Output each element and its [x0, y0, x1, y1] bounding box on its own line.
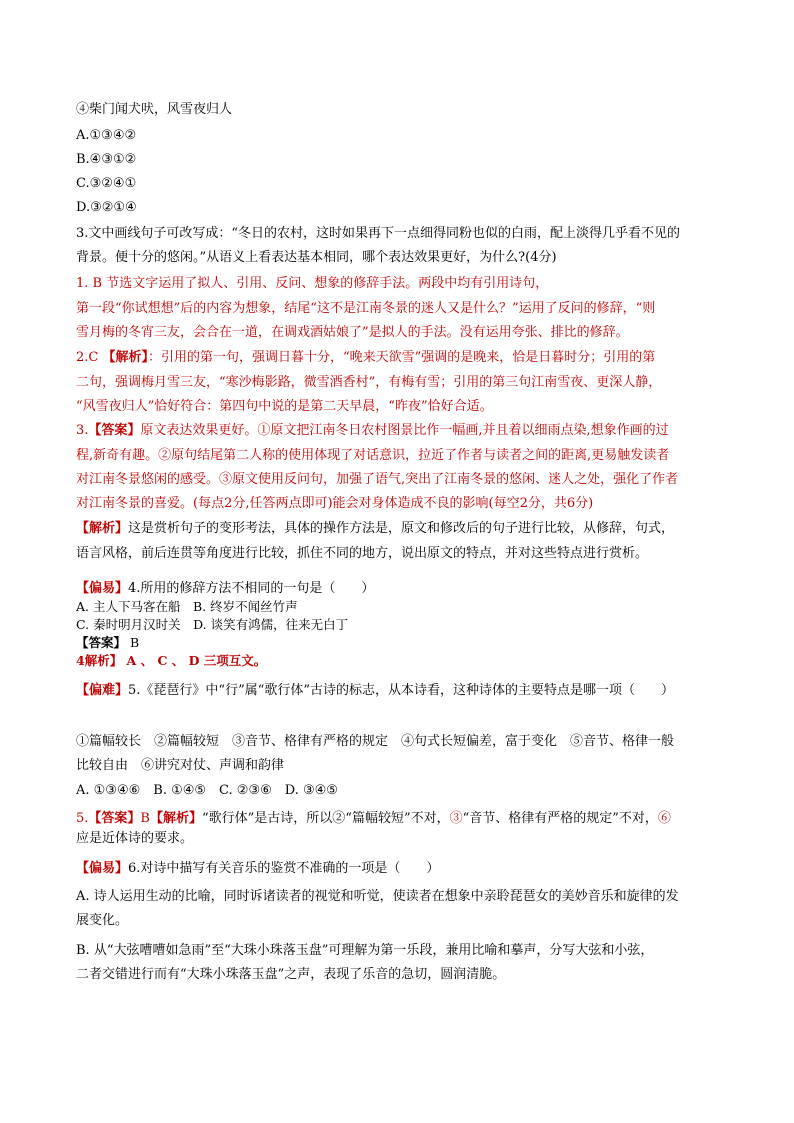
analysis-tag: 【解析】 [76, 521, 129, 536]
analysis-3-text: 这是赏析句子的变形考法，具体的操作方法是，原文和修改后的句子进行比较，从修辞，句式， [128, 521, 675, 536]
answer-1-line: 雪月梅的冬宵三友，会合在一道，在调戏酒姑娘了”是拟人的手法。没有运用夸张、排比的修辞。 [76, 325, 629, 340]
answer-3-text: 原文表达效果更好。①原文把江南冬日农村图景比作一幅画,并且着以细雨点染,想象作画的过 [140, 423, 669, 438]
difficulty-tag: 【偏难】 [76, 683, 129, 698]
q5-analysis-line: 应是近体诗的要求。 [76, 831, 194, 846]
answer-2-text: ：引用的第一句，强调日暮十分，“晚来天欲雪”强调的是晚来，恰是日暮时分；引用的第 [148, 350, 656, 365]
difficulty-tag: 【偏易】 [76, 581, 129, 596]
q6-stem [76, 860, 439, 878]
answer-tag: 【答案】 [88, 423, 141, 438]
q6-option-b-line: 二者交错进行而有“大珠小珠落玉盘”之声，表现了乐音的急切，圆润清脆。 [76, 967, 506, 982]
q3-stem-line: 3.文中画线句子可改写成：“冬日的农村，这时如果再下一点细得同粉也似的白雨，配上淡得几乎看不见的 [76, 226, 681, 241]
q4-answer [76, 634, 139, 652]
answer-3-line: 对江南冬景的喜爱。(每点2分,任答两点即可)能会对身体造成不良的影响(每空2分，共6分) [76, 496, 594, 511]
q6-stem-text: 6.对诗中描写有关音乐的鉴赏不准确的一项是（ ） [128, 861, 440, 876]
q2-option-a: A.①③④② [76, 128, 137, 143]
q4-options-line: A. 主人下马客在船 B. 终岁不闻丝竹声 [76, 599, 298, 614]
q5-answer-number: 5. [76, 811, 89, 826]
q3-stem-line: 背景。便十分的悠闲。”从语义上看表达基本相同，哪个表达效果更好，为什么?(4分) [76, 250, 557, 265]
q5-answer-value: B [140, 811, 150, 826]
q5-options: A. ①③④⑥ B. ①④⑤ C. ②③⑥ D. ③④⑤ [76, 783, 338, 798]
q5-items-line: 比较自由 ⑥讲究对仗、声调和韵律 [76, 758, 285, 773]
q4-stem-text: 4.所用的修辞方法不相同的一句是（ ） [128, 581, 375, 596]
answer-3-line: 对江南冬景悠闲的感受。③原文使用反问句，加强了语气,突出了江南冬景的悠闲、迷人之处，强化了作者 [76, 472, 679, 487]
difficulty-tag: 【偏易】 [76, 861, 129, 876]
answer-1-line: 第一段“你试想想”后的内容为想象，结尾“这不是江南冬景的迷人又是什么？”运用了反问的修辞，“则 [76, 301, 656, 316]
answer-2-line: “风雪夜归人”恰好符合：第四句中说的是第二天早晨，“昨夜”恰好合适。 [76, 399, 493, 414]
q5-analysis-marker: ⑥ [657, 811, 671, 826]
q6-option-a-line: A. 诗人运用生动的比喻，同时诉诸读者的视觉和听觉，使读者在想象中亲聆琵琶女的美妙音乐和旋律的发 [76, 889, 679, 904]
q4-answer-value: B [130, 635, 140, 650]
q6-option-b-line: B. 从“大弦嘈嘈如急雨”至“大珠小珠落玉盘”可理解为第一乐段，兼用比喻和摹声，分写大弦和小弦， [76, 943, 654, 958]
answer-2-line: 二句，强调梅月雪三友，“寒沙梅影路，微雪酒香村”，有梅有雪；引用的第三句江南雪夜、更深人静， [76, 375, 662, 390]
analysis-tag: 【解析】 [149, 811, 202, 826]
q4-analysis: 4解析】 A 、 C 、 D 三项互文。 [76, 653, 267, 668]
analysis-tag: 【解析】 [102, 350, 148, 365]
answer-tag: 【答案】 [76, 635, 127, 650]
answer-2-line [76, 349, 655, 367]
analysis-3-line [76, 520, 674, 538]
q5-items-line: ①篇幅较长 ②篇幅较短 ③音节、格律有严格的规定 ④句式长短偏差，富于变化 ⑤音节、格律一般 [76, 734, 675, 749]
q5-analysis-marker: ③ [449, 811, 463, 826]
q5-analysis-text: “歌行体”是古诗，所以②“篇幅较短”不对， [202, 811, 450, 826]
q5-stem-text: 5.《琵琶行》中“行”属“歌行体”古诗的标志，从本诗看，这种诗体的主要特点是哪一项（ ） [128, 683, 675, 698]
q2-option-b: B.④③①② [76, 152, 137, 167]
q5-answer-line [76, 810, 671, 828]
q6-option-a-line: 展变化。 [76, 913, 129, 928]
q2-item-4: ④柴门闻犬吠，风雪夜归人 [76, 102, 233, 117]
q2-option-c: C.③②④① [76, 176, 137, 191]
answer-3-line: 程,新奇有趣。②原句结尾第二人称的使用体现了对话意识，拉近了作者与读者之间的距离,更易触发读者 [76, 448, 670, 463]
q4-options-line: C. 秦时明月汉时关 D. 谈笑有鸿儒，往来无白丁 [76, 617, 349, 632]
answer-1-line: 1. B 节选文字运用了拟人、引用、反问、想象的修辞手法。两段中均有引用诗句， [76, 276, 549, 291]
q5-stem [76, 682, 674, 700]
q4-stem [76, 580, 374, 598]
analysis-3-line: 语言风格，前后连贯等角度进行比较，抓住不同的地方，说出原文的特点，并对这些特点进行赏析。 [76, 546, 649, 561]
answer-3-line [76, 422, 669, 440]
q2-option-d: D.③②①④ [76, 200, 137, 215]
answer-3-number: 3. [76, 423, 89, 438]
answer-tag: 【答案】 [88, 811, 141, 826]
q5-analysis-text: “音节、格律有严格的规定”不对， [462, 811, 658, 826]
answer-2-number: 2.C [76, 350, 103, 365]
